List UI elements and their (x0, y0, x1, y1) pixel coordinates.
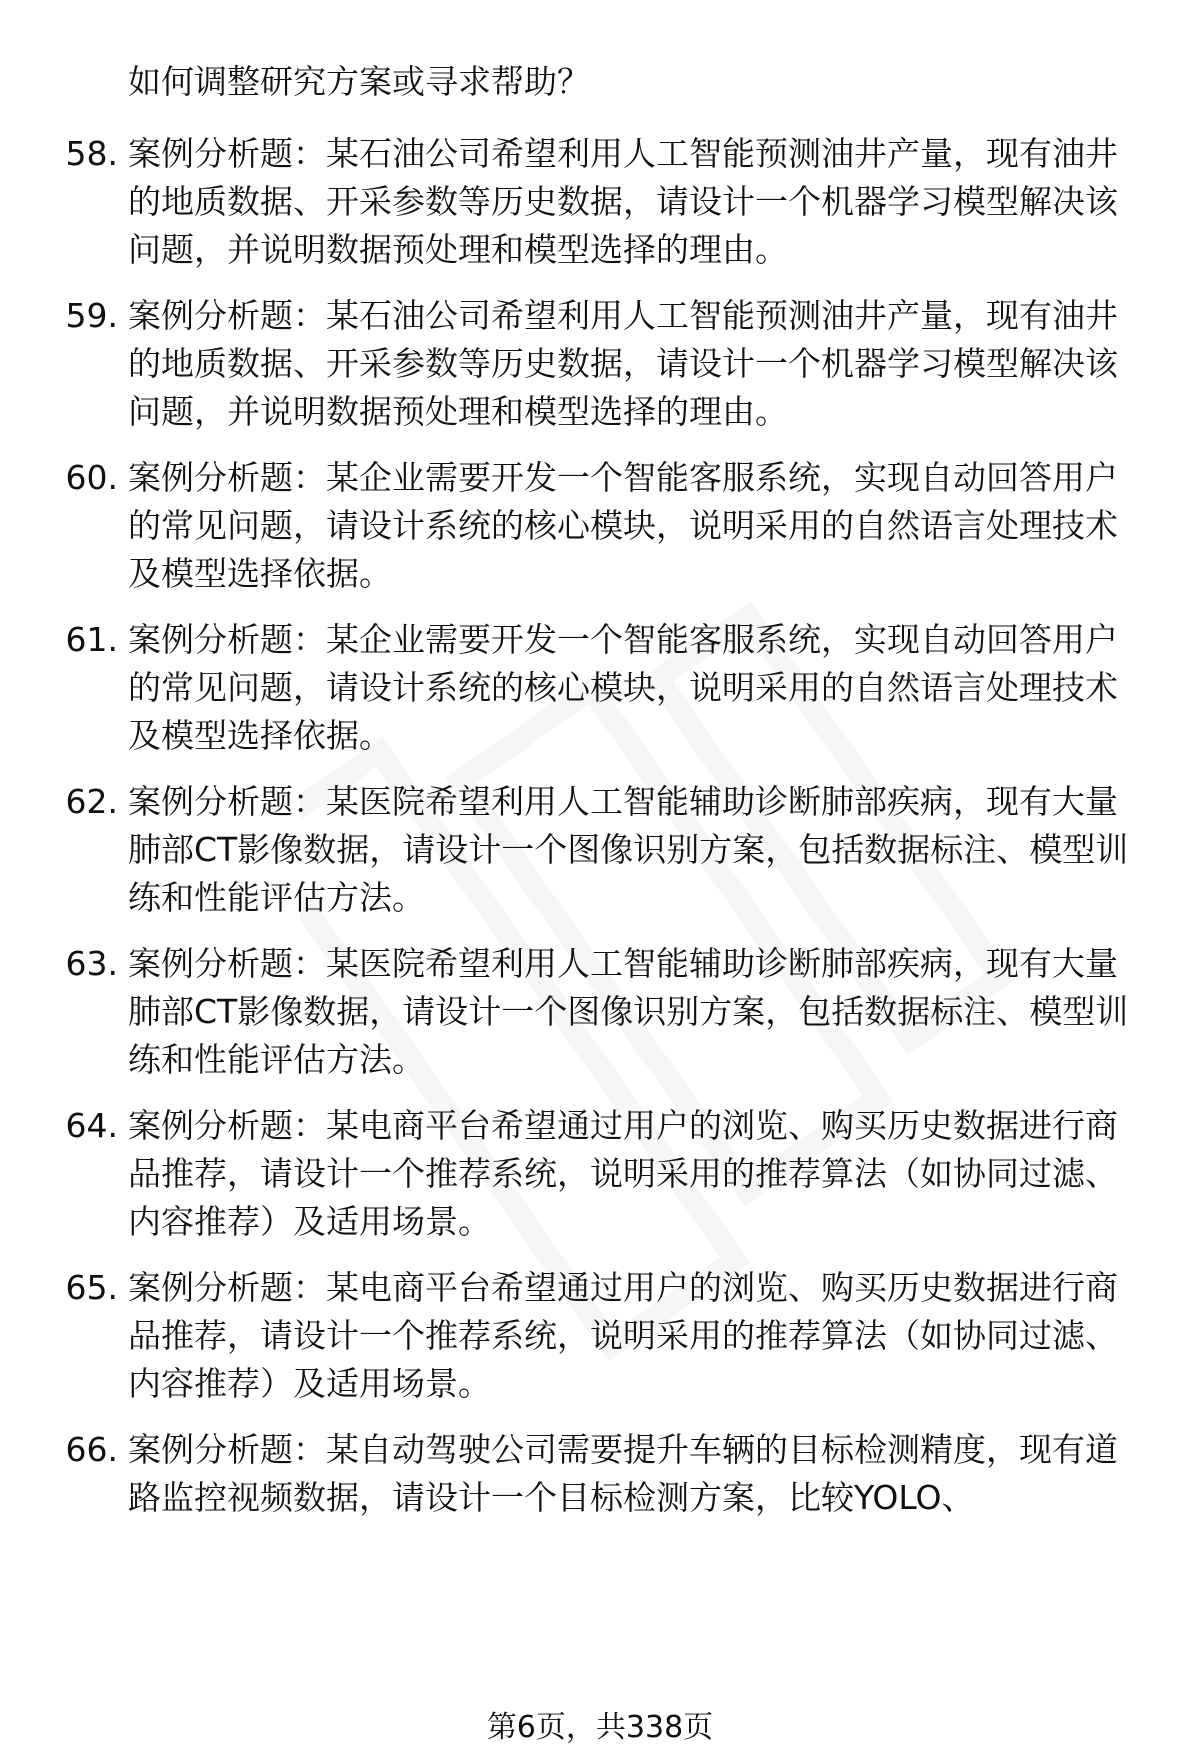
question-text: 案例分析题：某电商平台希望通过用户的浏览、购买历史数据进行商品推荐，请设计一个推荐系统，说明采用的推荐算法（如协同过滤、内容推荐）及适用场景。 (128, 1106, 1118, 1241)
question-text: 案例分析题：某医院希望利用人工智能辅助诊断肺部疾病，现有大量肺部CT影像数据，请设计一个图像识别方案，包括数据标注、模型训练和性能评估方法。 (128, 944, 1129, 1079)
page-footer: 第6页，共338页 (486, 1710, 714, 1745)
question-number: 60. (65, 458, 118, 497)
question-text: 案例分析题：某自动驾驶公司需要提升车辆的目标检测精度，现有道路监控视频数据，请设计一个目标检测方案，比较YOLO、 (128, 1430, 1118, 1517)
question-number: 61. (65, 620, 118, 659)
question-number: 63. (65, 944, 118, 983)
question-number: 66. (65, 1430, 118, 1469)
question-text: 案例分析题：某石油公司希望利用人工智能预测油井产量，现有油井的地质数据、开采参数等历史数据，请设计一个机器学习模型解决该问题，并说明数据预处理和模型选择的理由。 (128, 134, 1118, 269)
intro-line: 如何调整研究方案或寻求帮助？ (128, 62, 590, 101)
question-text: 案例分析题：某企业需要开发一个智能客服系统，实现自动回答用户的常见问题，请设计系统的核心模块，说明采用的自然语言处理技术及模型选择依据。 (128, 458, 1118, 593)
question-number: 59. (65, 296, 118, 335)
question-number: 65. (65, 1268, 118, 1307)
question-number: 58. (65, 134, 118, 173)
question-text: 案例分析题：某石油公司希望利用人工智能预测油井产量，现有油井的地质数据、开采参数等历史数据，请设计一个机器学习模型解决该问题，并说明数据预处理和模型选择的理由。 (128, 296, 1118, 431)
question-number: 64. (65, 1106, 118, 1145)
question-text: 案例分析题：某企业需要开发一个智能客服系统，实现自动回答用户的常见问题，请设计系统的核心模块，说明采用的自然语言处理技术及模型选择依据。 (128, 620, 1118, 755)
question-text: 案例分析题：某电商平台希望通过用户的浏览、购买历史数据进行商品推荐，请设计一个推荐系统，说明采用的推荐算法（如协同过滤、内容推荐）及适用场景。 (128, 1268, 1118, 1403)
question-text: 案例分析题：某医院希望利用人工智能辅助诊断肺部疾病，现有大量肺部CT影像数据，请设计一个图像识别方案，包括数据标注、模型训练和性能评估方法。 (128, 782, 1129, 917)
question-number: 62. (65, 782, 118, 821)
